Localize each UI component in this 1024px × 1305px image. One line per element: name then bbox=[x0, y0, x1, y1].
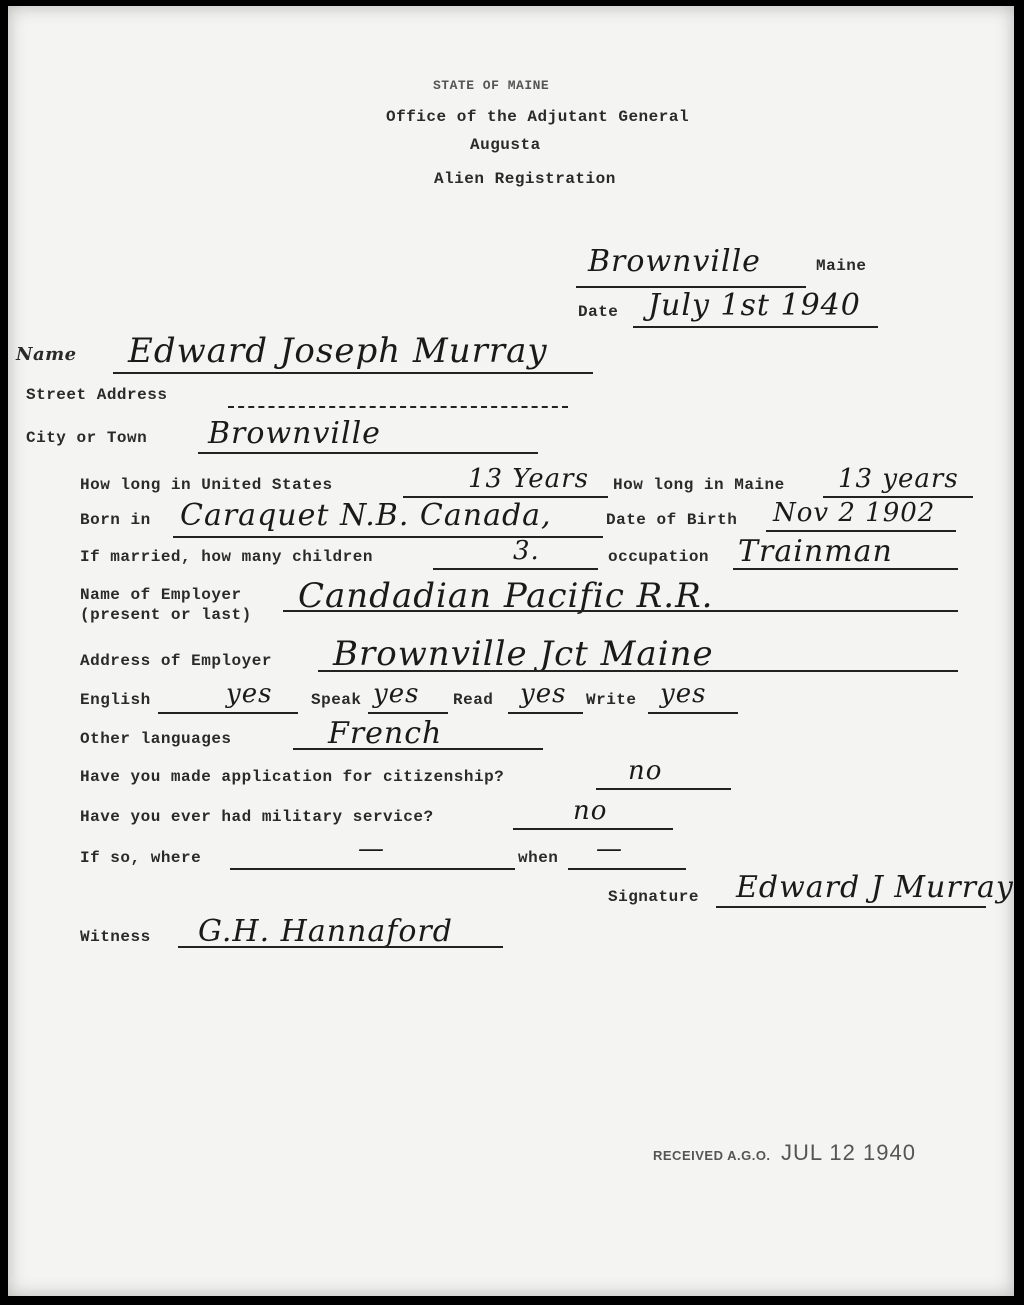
write-label: Write bbox=[586, 691, 637, 709]
witness-value: G.H. Hannaford bbox=[198, 914, 453, 949]
name-value: Edward Joseph Murray bbox=[128, 331, 548, 371]
where-line bbox=[230, 868, 515, 870]
other-lang-value: French bbox=[328, 716, 443, 751]
witness-line bbox=[178, 946, 503, 948]
signature-label: Signature bbox=[608, 888, 699, 906]
document-page bbox=[8, 6, 1014, 1296]
received-stamp-date: JUL 12 1940 bbox=[781, 1140, 916, 1165]
place-value: Brownville bbox=[588, 244, 761, 279]
signature-line bbox=[716, 906, 986, 908]
city-line bbox=[198, 452, 538, 454]
street-label: Street Address bbox=[26, 386, 168, 404]
where-label: If so, where bbox=[80, 849, 202, 867]
occupation-label: occupation bbox=[608, 548, 710, 566]
other-lang-label: Other languages bbox=[80, 730, 232, 748]
employer-address-value: Brownville Jct Maine bbox=[333, 634, 714, 674]
where-value: — bbox=[358, 834, 385, 864]
state-heading: STATE OF MAINE bbox=[433, 78, 550, 93]
received-stamp bbox=[653, 1140, 916, 1166]
citizenship-label: Have you made application for citizenship? bbox=[80, 768, 505, 786]
read-line bbox=[508, 712, 583, 714]
name-line bbox=[113, 372, 593, 374]
date-line bbox=[633, 326, 878, 328]
speak-label: Speak bbox=[311, 691, 362, 709]
citizenship-line bbox=[596, 788, 731, 790]
write-value: yes bbox=[660, 679, 707, 709]
occupation-line bbox=[733, 568, 958, 570]
maine-years-value: 13 years bbox=[838, 464, 959, 494]
form-title: Alien Registration bbox=[434, 170, 616, 188]
military-label: Have you ever had military service? bbox=[80, 808, 434, 826]
military-value: no bbox=[573, 796, 608, 826]
birth-date-value: Nov 2 1902 bbox=[773, 498, 936, 528]
occupation-value: Trainman bbox=[738, 534, 893, 569]
english-label: English bbox=[80, 691, 151, 709]
maine-years-label: How long in Maine bbox=[613, 476, 785, 494]
children-line bbox=[433, 568, 598, 570]
other-lang-line bbox=[293, 748, 543, 750]
born-label: Born in bbox=[80, 511, 151, 529]
city-heading: Augusta bbox=[470, 136, 541, 154]
birth-date-label: Date of Birth bbox=[606, 511, 738, 529]
city-value: Brownville bbox=[208, 416, 381, 451]
speak-line bbox=[368, 712, 448, 714]
us-years-value: 13 Years bbox=[468, 464, 589, 494]
english-value: yes bbox=[226, 679, 273, 709]
date-value: July 1st 1940 bbox=[648, 288, 861, 323]
employer-address-label: Address of Employer bbox=[80, 652, 272, 670]
name-label: Name bbox=[16, 344, 77, 365]
when-value: — bbox=[596, 834, 623, 864]
employer-value: Candadian Pacific R.R. bbox=[298, 576, 714, 616]
us-years-label: How long in United States bbox=[80, 476, 333, 494]
place-label: Maine bbox=[816, 257, 867, 275]
signature-value: Edward J Murray bbox=[736, 870, 1014, 905]
children-label: If married, how many children bbox=[80, 548, 373, 566]
children-value: 3. bbox=[513, 536, 540, 566]
read-value: yes bbox=[520, 679, 567, 709]
employer-address-line bbox=[318, 670, 958, 672]
citizenship-value: no bbox=[628, 756, 663, 786]
street-line bbox=[228, 406, 568, 408]
read-label: Read bbox=[453, 691, 494, 709]
employer-label: Name of Employer bbox=[80, 586, 242, 604]
city-label: City or Town bbox=[26, 429, 148, 447]
birth-date-line bbox=[766, 530, 956, 532]
write-line bbox=[648, 712, 738, 714]
english-line bbox=[158, 712, 298, 714]
speak-value: yes bbox=[373, 679, 420, 709]
military-line bbox=[513, 828, 673, 830]
received-stamp-text: RECEIVED A.G.O. bbox=[653, 1148, 771, 1163]
born-value: Caraquet N.B. Canada, bbox=[180, 498, 552, 533]
employer-label-2: (present or last) bbox=[80, 606, 252, 624]
office-heading: Office of the Adjutant General bbox=[386, 108, 690, 126]
when-label: when bbox=[518, 849, 559, 867]
date-label: Date bbox=[578, 303, 619, 321]
when-line bbox=[568, 868, 686, 870]
employer-line bbox=[283, 610, 958, 612]
witness-label: Witness bbox=[80, 928, 151, 946]
